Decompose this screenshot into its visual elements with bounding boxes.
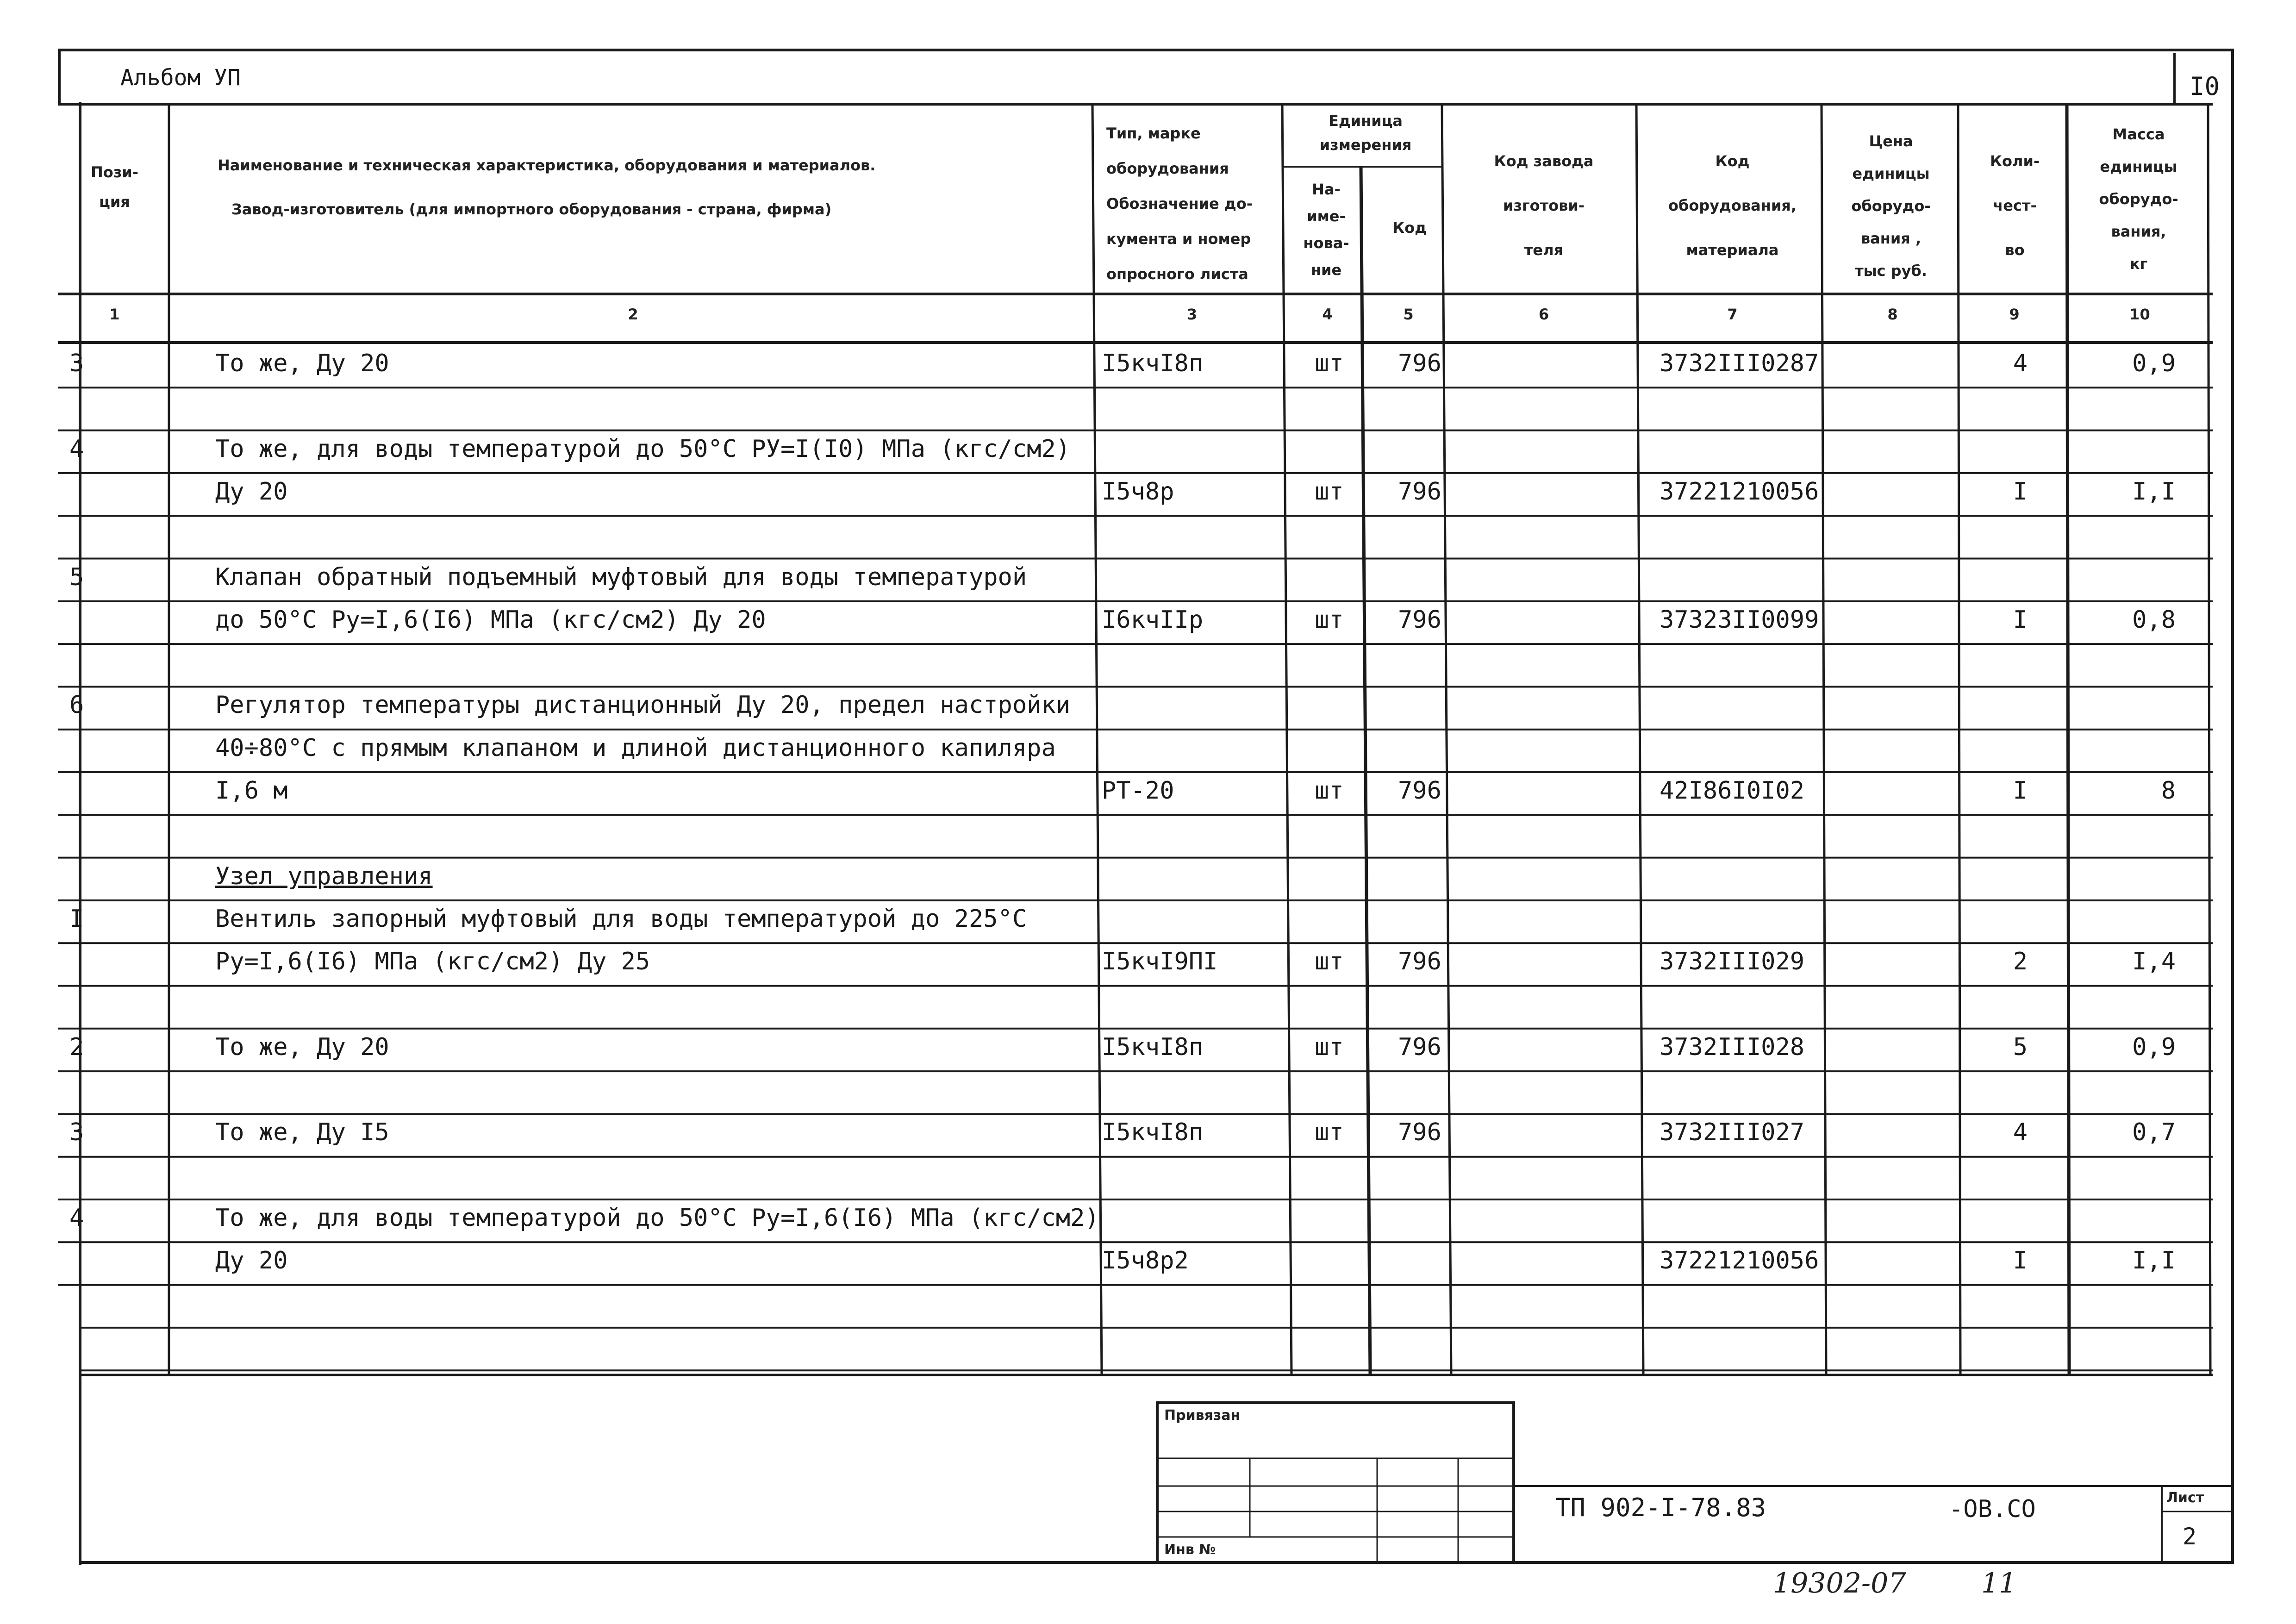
column-number: 8 xyxy=(1887,306,1898,323)
cell-code: 796 xyxy=(1398,1118,1441,1147)
cell-type: РТ-20 xyxy=(1102,777,1174,805)
cell-type: I5кчI8п xyxy=(1102,1033,1204,1061)
cell-mass: 0,9 xyxy=(2132,350,2176,377)
cell-mass: I,I xyxy=(2132,1247,2176,1275)
column-number: 9 xyxy=(2009,306,2020,323)
cell-qty: 4 xyxy=(2013,350,2028,377)
cell-equip: 37323II0099 xyxy=(1660,606,1819,634)
cell-mass: 0,7 xyxy=(2132,1118,2176,1147)
header-price: Цена единицы оборудо- вания , тыс руб. xyxy=(1851,132,1931,280)
header-position: Пози- ция xyxy=(90,163,139,211)
cell-name: То же, Ду 20 xyxy=(215,350,389,377)
cell-unit: шт xyxy=(1315,606,1344,634)
header-unit-code: Код xyxy=(1392,219,1427,237)
column-number: 3 xyxy=(1186,306,1198,323)
cell-name: I,6 м xyxy=(215,777,288,805)
cell-unit: шт xyxy=(1315,477,1344,506)
cell-qty: 4 xyxy=(2013,1118,2028,1147)
stamp-inv-no: Инв № xyxy=(1164,1542,1216,1558)
cell-type: I5ч8р2 xyxy=(1102,1247,1189,1275)
cell-unit: шт xyxy=(1315,1118,1344,1147)
header-name-line1: Наименование и техническая характеристика, оборудования и материалов. xyxy=(218,156,876,174)
cell-mass: I,4 xyxy=(2132,948,2176,976)
column-number: 7 xyxy=(1727,306,1738,323)
cell-name: 40÷80°С с прямым клапаном и длиной дистанционного капиляра xyxy=(215,734,1056,762)
cell-code: 796 xyxy=(1398,350,1441,377)
cell-mass: 0,8 xyxy=(2132,606,2176,634)
sheet-corner-number: I0 xyxy=(2190,72,2220,101)
cell-code: 796 xyxy=(1398,1033,1441,1061)
cell-qty: I xyxy=(2013,606,2028,634)
cell-qty: I xyxy=(2013,777,2028,805)
cell-name: Регулятор температуры дистанционный Ду 20, предел настройки xyxy=(215,691,1071,719)
cell-equip: 37221210056 xyxy=(1660,1247,1819,1275)
cell-name: до 50°С Ру=I,6(I6) МПа (кгс/см2) Ду 20 xyxy=(215,606,766,634)
column-number: 10 xyxy=(2129,306,2150,323)
cell-pos: 4 xyxy=(69,1204,84,1232)
cell-name: Узел управления xyxy=(215,862,433,890)
cell-name: Ду 20 xyxy=(215,477,288,506)
cell-equip: 3732III028 xyxy=(1660,1033,1805,1061)
cell-equip: 42I86I0I02 xyxy=(1660,777,1805,805)
cell-pos: 4 xyxy=(69,435,84,463)
cell-code: 796 xyxy=(1398,777,1441,805)
cell-name: Вентиль запорный муфтовый для воды температурой до 225°С xyxy=(215,905,1027,933)
handwritten-number: 19302-07 xyxy=(1773,1567,1906,1599)
cell-name: То же, Ду I5 xyxy=(215,1118,389,1147)
stamp-list-label: Лист xyxy=(2166,1490,2204,1506)
stamp-list-number: 2 xyxy=(2183,1523,2197,1550)
cell-code: 796 xyxy=(1398,606,1441,634)
cell-qty: 2 xyxy=(2013,948,2028,976)
cell-equip: 37221210056 xyxy=(1660,477,1819,506)
cell-mass: 8 xyxy=(2161,777,2176,805)
cell-name: То же, для воды температурой до 50°С РУ=I(I0) МПа (кгс/см2) xyxy=(215,435,1071,463)
cell-name: Клапан обратный подъемный муфтовый для воды температурой xyxy=(215,563,1027,591)
cell-name: Ду 20 xyxy=(215,1247,288,1275)
cell-type: I5ч8р xyxy=(1102,477,1174,506)
column-number: 6 xyxy=(1538,306,1549,323)
cell-qty: I xyxy=(2013,477,2028,506)
header-mass: Масса единицы оборудо- вания, кг xyxy=(2099,125,2178,273)
header-unit-group: Единица измерения xyxy=(1319,112,1412,154)
cell-code: 796 xyxy=(1398,477,1441,506)
cell-code: 796 xyxy=(1398,948,1441,976)
cell-pos: 6 xyxy=(69,691,84,719)
cell-qty: 5 xyxy=(2013,1033,2028,1061)
cell-pos: 5 xyxy=(69,563,84,591)
cell-unit: шт xyxy=(1315,350,1344,377)
cell-mass: I,I xyxy=(2132,477,2176,506)
cell-type: I5кчI9ПI xyxy=(1102,948,1218,976)
header-name-line2: Завод-изготовитель (для импортного оборудования - страна, фирма) xyxy=(231,200,832,218)
header-type: Тип, марке оборудования Обозначение до- кумента и номер опросного листа xyxy=(1106,125,1253,283)
stamp-doc-suffix: -ОВ.СО xyxy=(1949,1495,2036,1523)
cell-pos: 3 xyxy=(69,350,84,377)
cell-qty: I xyxy=(2013,1247,2028,1275)
cell-equip: 3732III029 xyxy=(1660,948,1805,976)
cell-type: I5кчI8п xyxy=(1102,1118,1204,1147)
column-number: 2 xyxy=(628,306,638,323)
handwritten-page: 11 xyxy=(1981,1567,2017,1599)
header-unit-name: На- име- нова- ние xyxy=(1303,181,1349,279)
cell-type: I6кчIIр xyxy=(1102,606,1204,634)
column-number: 4 xyxy=(1322,306,1333,323)
cell-name: То же, Ду 20 xyxy=(215,1033,389,1061)
cell-pos: I xyxy=(69,905,84,933)
stamp-privyazan: Привязан xyxy=(1164,1407,1241,1424)
header-quantity: Коли- чест- во xyxy=(1990,152,2040,259)
cell-unit: шт xyxy=(1315,948,1344,976)
cell-type: I5кчI8п xyxy=(1102,350,1204,377)
cell-mass: 0,9 xyxy=(2132,1033,2176,1061)
cell-pos: 2 xyxy=(69,1033,84,1061)
cell-pos: 3 xyxy=(69,1118,84,1147)
cell-unit: шт xyxy=(1315,777,1344,805)
cell-unit: шт xyxy=(1315,1033,1344,1061)
column-number: 1 xyxy=(109,306,120,323)
album-title: Альбом УП xyxy=(120,65,241,91)
cell-equip: 3732III0287 xyxy=(1660,350,1819,377)
cell-name: То же, для воды температурой до 50°С Ру=I,6(I6) МПа (кгс/см2) xyxy=(215,1204,1099,1232)
column-number: 5 xyxy=(1403,306,1414,323)
cell-equip: 3732III027 xyxy=(1660,1118,1805,1147)
cell-name: Ру=I,6(I6) МПа (кгс/см2) Ду 25 xyxy=(215,948,650,976)
header-factory-code: Код завода изготови- теля xyxy=(1494,152,1594,259)
stamp-doc-code: ТП 902-I-78.83 xyxy=(1555,1493,1766,1522)
header-equip-code: Код оборудования, материала xyxy=(1668,152,1797,259)
